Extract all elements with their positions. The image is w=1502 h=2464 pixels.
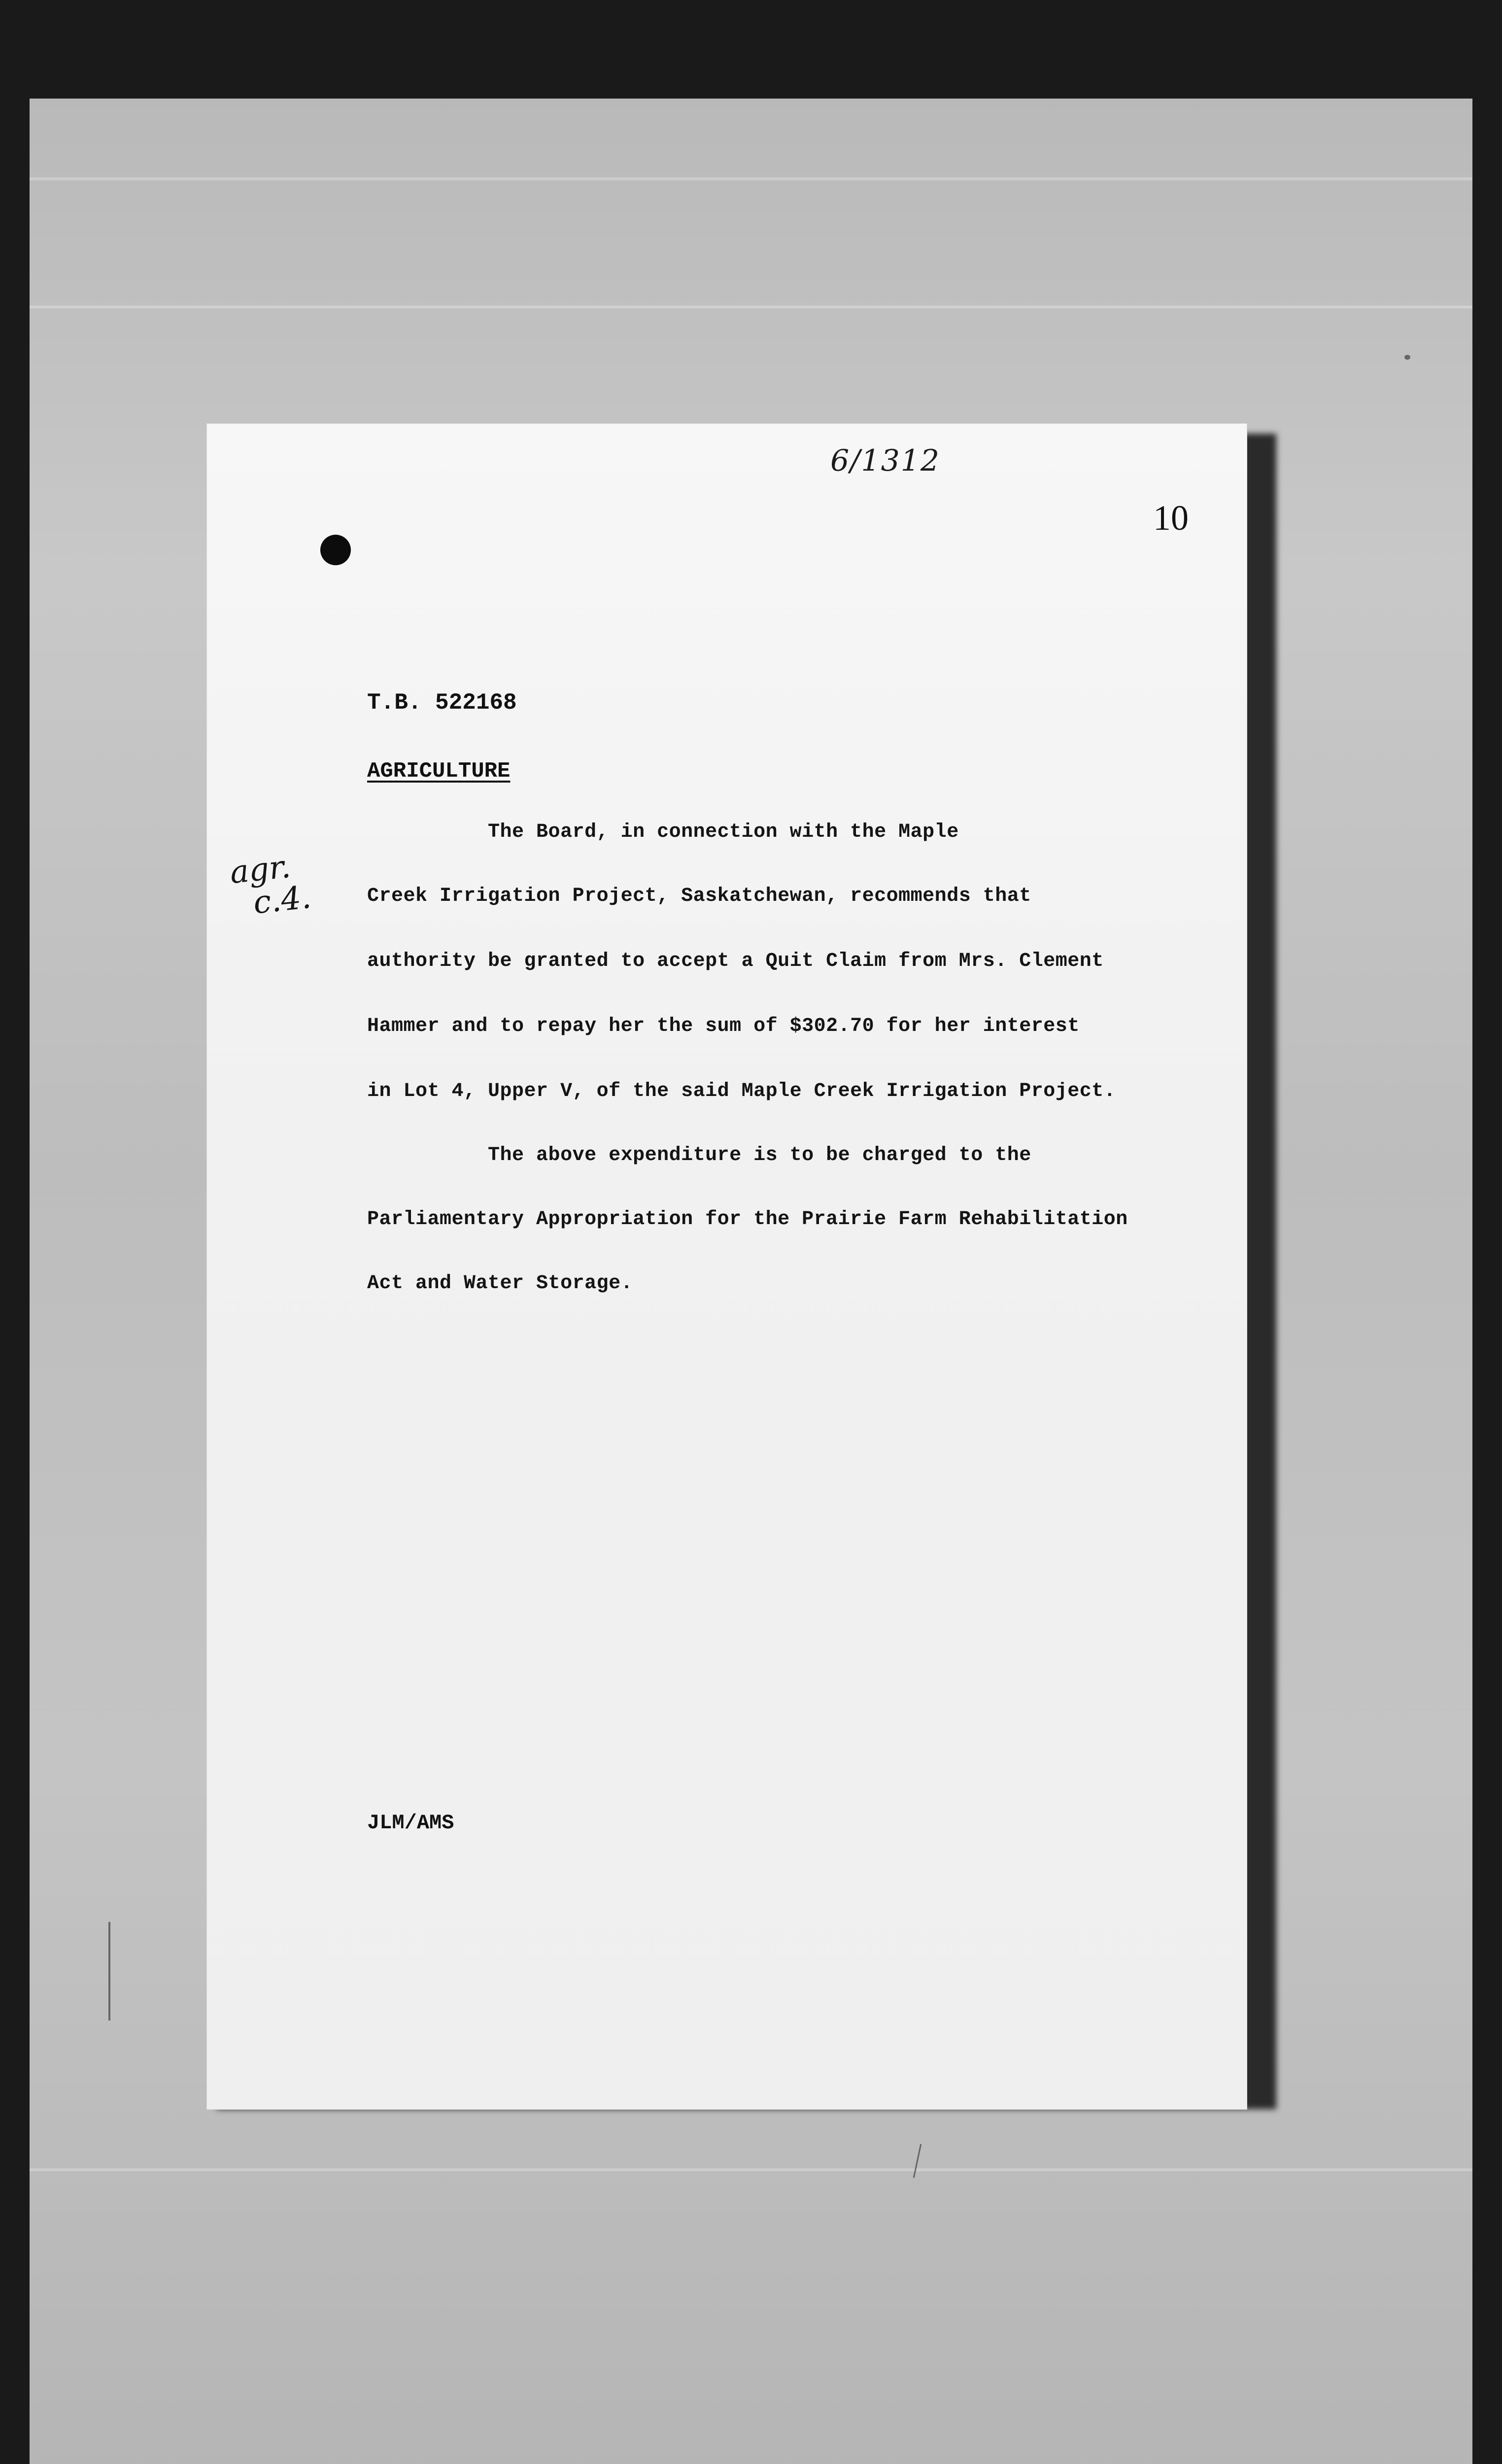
section-heading: AGRICULTURE [367,759,511,784]
body-line: The above expenditure is to be charged to the [367,1144,1031,1166]
film-speck [1404,355,1410,360]
body-line: Creek Irrigation Project, Saskatchewan, recommends that [367,885,1031,907]
body-line: Act and Water Storage. [367,1272,633,1295]
film-scratch [913,2144,922,2178]
punch-hole [320,535,351,565]
body-line: Hammer and to repay her the sum of $302.70 for her interest [367,1015,1080,1037]
handwritten-margin-note: agr. c.4. [228,848,313,924]
body-line: Parliamentary Appropriation for the Prairie Farm Rehabilitation [367,1208,1128,1231]
film-streak [30,306,1472,308]
handwritten-folio-number: 6/1312 [830,444,941,478]
film-streak [30,177,1472,180]
typist-initials: JLM/AMS [367,1811,454,1835]
document-page [207,424,1247,2109]
body-line: authority be granted to accept a Quit Claim from Mrs. Clement [367,950,1104,972]
film-scratch [108,1922,110,2020]
film-streak [30,2168,1472,2171]
body-line: in Lot 4, Upper V, of the said Maple Creek Irrigation Project. [367,1080,1116,1102]
page-number: 10 [1153,498,1189,538]
body-line: The Board, in connection with the Maple [367,821,959,843]
treasury-board-number: T.B. 522168 [367,690,517,716]
